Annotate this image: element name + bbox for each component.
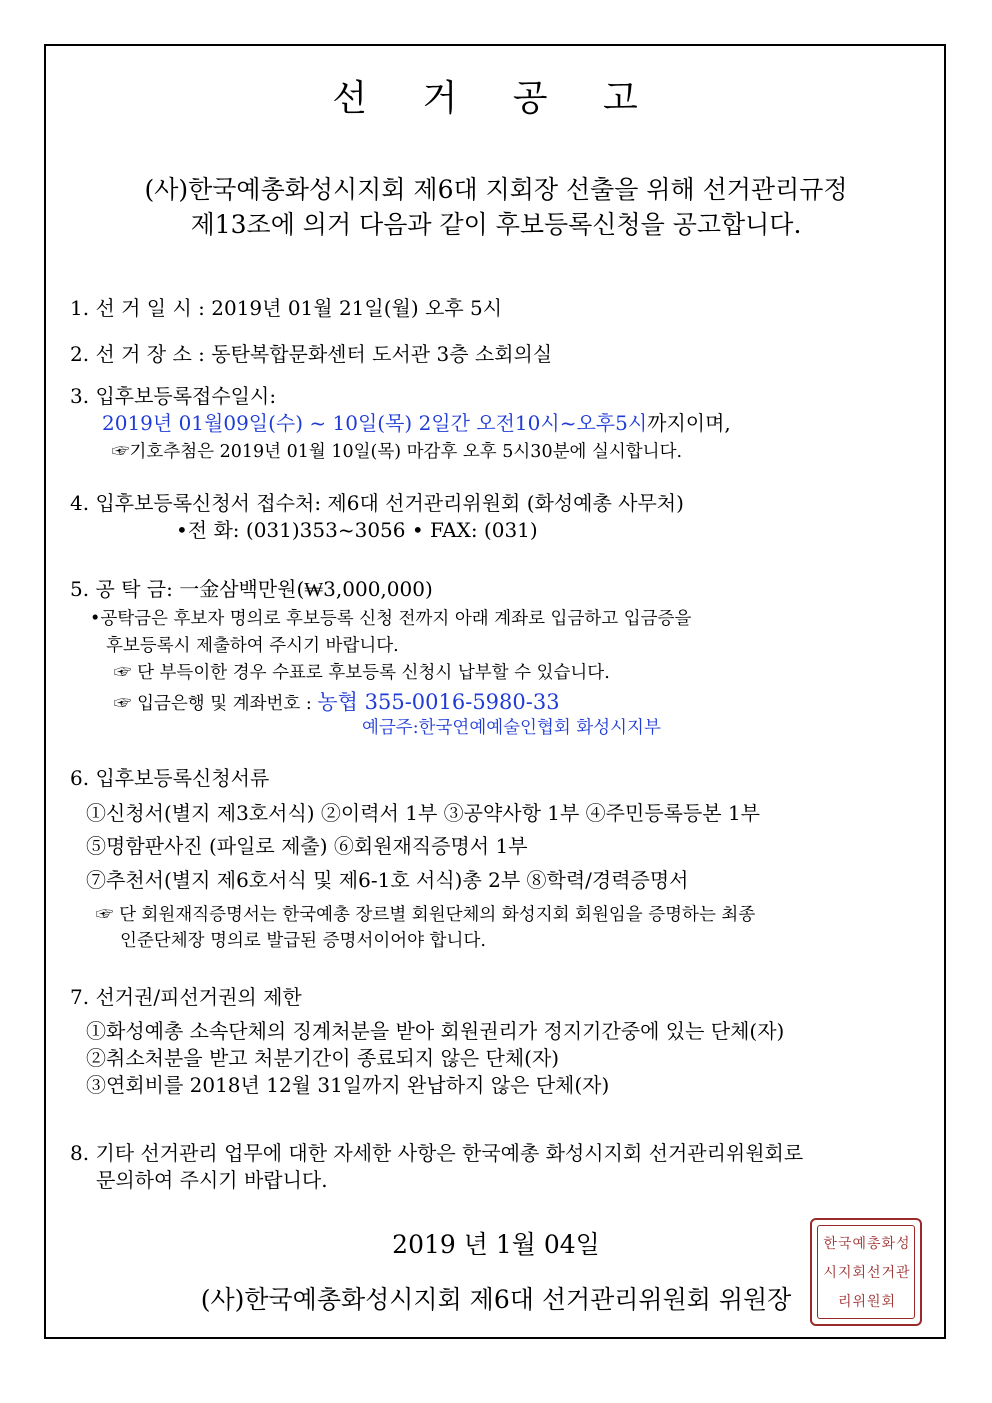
- official-seal-stamp: [810, 1218, 922, 1326]
- item-7-restriction-3: ③연회비를 2018년 12월 31일까지 완납하지 않은 단체(자): [86, 1073, 610, 1097]
- item-5-note-2: 후보등록시 제출하여 주시기 바랍니다.: [106, 636, 399, 656]
- item-7-restriction-2: ②취소처분을 받고 처분기간이 종료되지 않은 단체(자): [86, 1046, 560, 1070]
- item-4-head: 4. 입후보등록신청서 접수처: 제6대 선거관리위원회 (화성예총 사무처): [70, 491, 684, 515]
- item-5-note-3: ☞ 단 부득이한 경우 수표로 후보등록 신청시 납부할 수 있습니다.: [114, 663, 610, 683]
- item-5-head: 5. 공 탁 금: 一金삼백만원(₩3,000,000): [70, 577, 433, 601]
- item-1-datetime: 1. 선 거 일 시 : 2019년 01월 21일(월) 오후 5시: [70, 296, 503, 320]
- item-7-head: 7. 선거권/피선거권의 제한: [70, 985, 302, 1009]
- bank-label: ☞ 입금은행 및 계좌번호 :: [114, 694, 318, 714]
- item-3-period-tail: 까지이며,: [647, 411, 731, 435]
- item-5-bank: [114, 686, 560, 716]
- item-7-restriction-1: ①화성예총 소속단체의 징계처분을 받아 회원권리가 정지기간중에 있는 단체(자): [86, 1019, 785, 1043]
- item-3-note: ☞기호추첨은 2019년 01월 10일(목) 마감후 오후 5시30분에 실시합니다.: [112, 442, 683, 462]
- item-6-docs-1: ①신청서(별지 제3호서식) ②이력서 1부 ③공약사항 1부 ④주민등록등본 1부: [86, 801, 761, 825]
- notice-date: 2019 년 1월 04일: [392, 1230, 600, 1259]
- item-6-head: 6. 입후보등록신청서류: [70, 766, 270, 790]
- intro-line-2: 제13조에 의거 다음과 같이 후보등록신청을 공고합니다.: [190, 210, 802, 239]
- page-title: 선 거 공 고: [332, 78, 660, 119]
- item-8-line-1: 8. 기타 선거관리 업무에 대한 자세한 사항은 한국예총 화성시지회 선거관리위원회로: [70, 1141, 804, 1165]
- item-4-contact: •전 화: (031)353~3056 • FAX: (031): [176, 518, 538, 542]
- account-holder: 예금주:한국연예예술인협회 화성시지부: [362, 718, 661, 738]
- item-2-location: 2. 선 거 장 소 : 동탄복합문화센터 도서관 3층 소회의실: [70, 342, 553, 366]
- item-3-period-highlight: 2019년 01월09일(수) ~ 10일(목) 2일간 오전10시~오후5시: [102, 411, 648, 435]
- intro-line-1: (사)한국예총화성시지회 제6대 지회장 선출을 위해 선거관리규정: [144, 175, 848, 204]
- item-6-docs-2: ⑤명함판사진 (파일로 제출) ⑥회원재직증명서 1부: [86, 834, 528, 858]
- item-6-note-2: 인준단체장 명의로 발급된 증명서이어야 합니다.: [120, 931, 486, 951]
- item-3-period: [102, 407, 731, 436]
- item-6-note-1: ☞ 단 회원재직증명서는 한국예총 장르별 회원단체의 화성지회 회원임을 증명하는 최종: [96, 905, 756, 925]
- seal-text: 한국예총화성시지회선거관리위원회: [823, 1236, 911, 1310]
- bank-account: 농협 355-0016-5980-33: [317, 690, 560, 714]
- signature-line: (사)한국예총화성시지회 제6대 선거관리위원회 위원장: [200, 1285, 792, 1314]
- item-5-note-1: •공탁금은 후보자 명의로 후보등록 신청 전까지 아래 계좌로 입금하고 입금증을: [90, 609, 692, 629]
- item-8-line-2: 문의하여 주시기 바랍니다.: [96, 1168, 328, 1192]
- item-3-head: 3. 입후보등록접수일시:: [70, 384, 277, 408]
- item-6-docs-3: ⑦추천서(별지 제6호서식 및 제6-1호 서식)총 2부 ⑧학력/경력증명서: [86, 868, 689, 892]
